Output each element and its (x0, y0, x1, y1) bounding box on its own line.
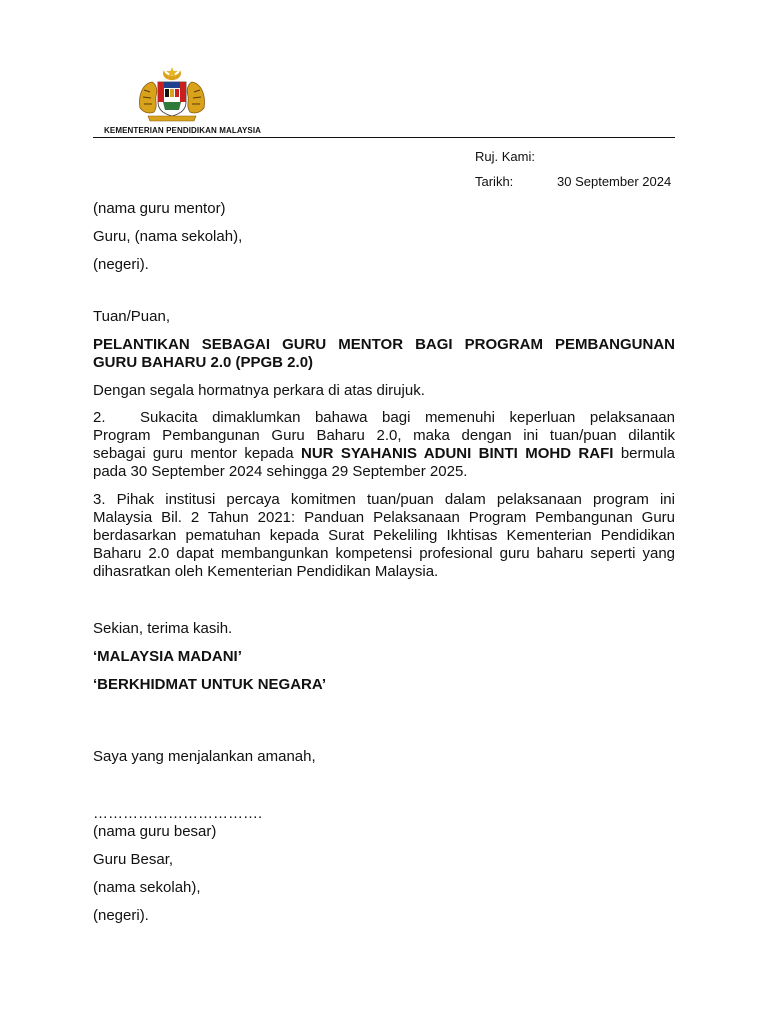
paragraph-3-line-2: Malaysia Bil. 2 Tahun 2021: Panduan Pelaksanaan Program Pembangunan Guru (93, 509, 675, 526)
recipient-line-3: (negeri). (93, 256, 149, 273)
paragraph-2-line-3 (93, 445, 675, 463)
date-value: 30 September 2024 (557, 174, 672, 189)
paragraph-2-text-3b: bermula (620, 445, 676, 462)
subject-line-1: PELANTIKAN SEBAGAI GURU MENTOR BAGI PROGRAM PEMBANGUNAN (93, 336, 675, 353)
motto-berkhidmat: ‘BERKHIDMAT UNTUK NEGARA’ (93, 676, 327, 693)
date-row (475, 174, 672, 189)
paragraph-2-text-3a: sebagai guru mentor kepada (93, 445, 294, 462)
salutation: Tuan/Puan, (93, 308, 170, 325)
subject-line-2: GURU BAHARU 2.0 (PPGB 2.0) (93, 354, 314, 371)
ref-row (475, 149, 535, 164)
signature-line: ……………………………. (93, 805, 263, 822)
paragraph-3-line-4: Baharu 2.0 dapat membangunkan kompetensi profesional guru baharu seperti yang (93, 545, 675, 562)
signatory-name: (nama guru besar) (93, 823, 217, 840)
date-label: Tarikh: (475, 174, 514, 189)
paragraph-2-text-1: Sukacita dimaklumkan bahawa bagi memenuhi keperluan pelaksanaan (140, 409, 675, 426)
paragraph-3-line-1: 3. Pihak institusi percaya komitmen tuan/puan dalam pelaksanaan program ini (93, 491, 675, 508)
malaysia-coat-of-arms-icon (134, 66, 210, 124)
header-divider (93, 137, 675, 138)
motto-malaysia-madani: ‘MALAYSIA MADANI’ (93, 648, 242, 665)
paragraph-2-number: 2. (93, 409, 106, 426)
signatory-title: Guru Besar, (93, 851, 174, 868)
closing-trust: Saya yang menjalankan amanah, (93, 748, 316, 765)
signatory-state: (negeri). (93, 907, 149, 924)
paragraph-2-line-1 (93, 409, 675, 427)
mentee-name: NUR SYAHANIS ADUNI BINTI MOHD RAFI (300, 445, 614, 462)
signatory-school: (nama sekolah), (93, 879, 201, 896)
paragraph-2-line-2: Program Pembangunan Guru Baharu 2.0, maka dengan ini tuan/puan dilantik (93, 427, 675, 444)
ref-label: Ruj. Kami: (475, 149, 535, 164)
recipient-line-2: Guru, (nama sekolah), (93, 228, 243, 245)
paragraph-2-line-4: pada 30 September 2024 sehingga 29 September 2025. (93, 463, 468, 480)
ministry-name: KEMENTERIAN PENDIDIKAN MALAYSIA (104, 126, 262, 135)
paragraph-1: Dengan segala hormatnya perkara di atas dirujuk. (93, 382, 425, 399)
paragraph-3-line-3: berdasarkan pematuhan kepada Surat Pekeliling Ikhtisas Kementerian Pendidikan (93, 527, 675, 544)
paragraph-3-line-5: dihasratkan oleh Kementerian Pendidikan Malaysia. (93, 563, 439, 580)
closing-thanks: Sekian, terima kasih. (93, 620, 233, 637)
recipient-line-1: (nama guru mentor) (93, 200, 226, 217)
